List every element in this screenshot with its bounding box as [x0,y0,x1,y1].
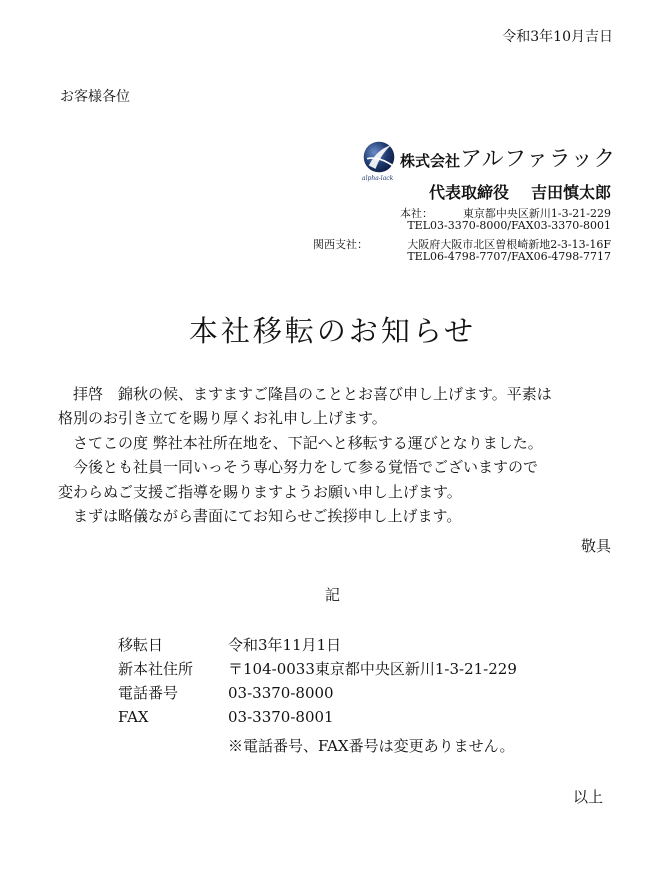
letter-body [58,382,618,528]
details-list [118,632,517,730]
company-logo [362,140,616,174]
body-line: さてこの度 弊社本社所在地を、下記へと移転する運びとなりました。 [58,433,543,452]
letter-date: 令和3年10月吉日 [502,29,613,45]
page-title: 本社移転のお知らせ [188,314,477,348]
body-line: 変わらぬご支援ご指導を賜りますようお願い申し上げます。 [58,482,462,501]
body-line: 拝啓 錦秋の候、ますますご隆昌のこととお喜び申し上げます。平素は [58,385,552,403]
hq-contact: TEL03-3370-8000/FAX03-3370-8001 [407,219,611,232]
company-name-prefix: 株式会社 [400,151,461,170]
hq-address: 東京都中央区新川1-3-21-229 [462,207,611,220]
representative-name: 吉田慎太郎 [530,183,611,202]
detail-value: 令和3年11月1日 [228,635,342,654]
body-line: 今後とも社員一同いっそう専心努力をして参る覚悟でございますので [58,458,539,477]
detail-row [118,656,517,680]
ki-heading: 記 [324,586,340,604]
logo-subtext: alpha-lack [362,175,394,182]
phone-note: ※電話番号、FAX番号は変更ありません。 [228,737,515,755]
body-line: 格別のお引き立てを賜り厚くお礼申し上げます。 [58,409,387,428]
hq-label: 本社： [400,207,433,220]
company-logo-icon [362,140,396,174]
closing-keigu: 敬具 [580,537,611,555]
detail-label: 電話番号 [118,684,179,703]
detail-label: 新本社住所 [118,660,194,679]
representative-title: 代表取締役 [428,183,509,202]
kansai-contact: TEL06-4798-7707/FAX06-4798-7717 [407,250,611,263]
closing-ijo: 以上 [572,788,603,806]
kansai-address: 大阪府大阪市北区曽根崎新地2-3-13-16F [407,238,611,251]
detail-value: 03-3370-8000 [228,683,334,702]
detail-row [118,681,517,705]
detail-label: FAX [118,708,149,727]
company-name-main: アルファラック [460,146,616,172]
detail-value: 03-3370-8001 [228,708,334,727]
body-line: まずは略儀ながら書面にてお知らせご挨拶申し上げます。 [58,507,462,526]
kansai-label: 関西支社： [313,238,368,251]
detail-value: 〒104-0033東京都中央区新川1-3-21-229 [228,660,517,679]
addressee: お客様各位 [60,89,130,105]
detail-label: 移転日 [118,635,164,654]
detail-row [118,632,517,656]
representative [429,180,611,203]
company-name [400,142,616,173]
detail-row [118,705,517,729]
